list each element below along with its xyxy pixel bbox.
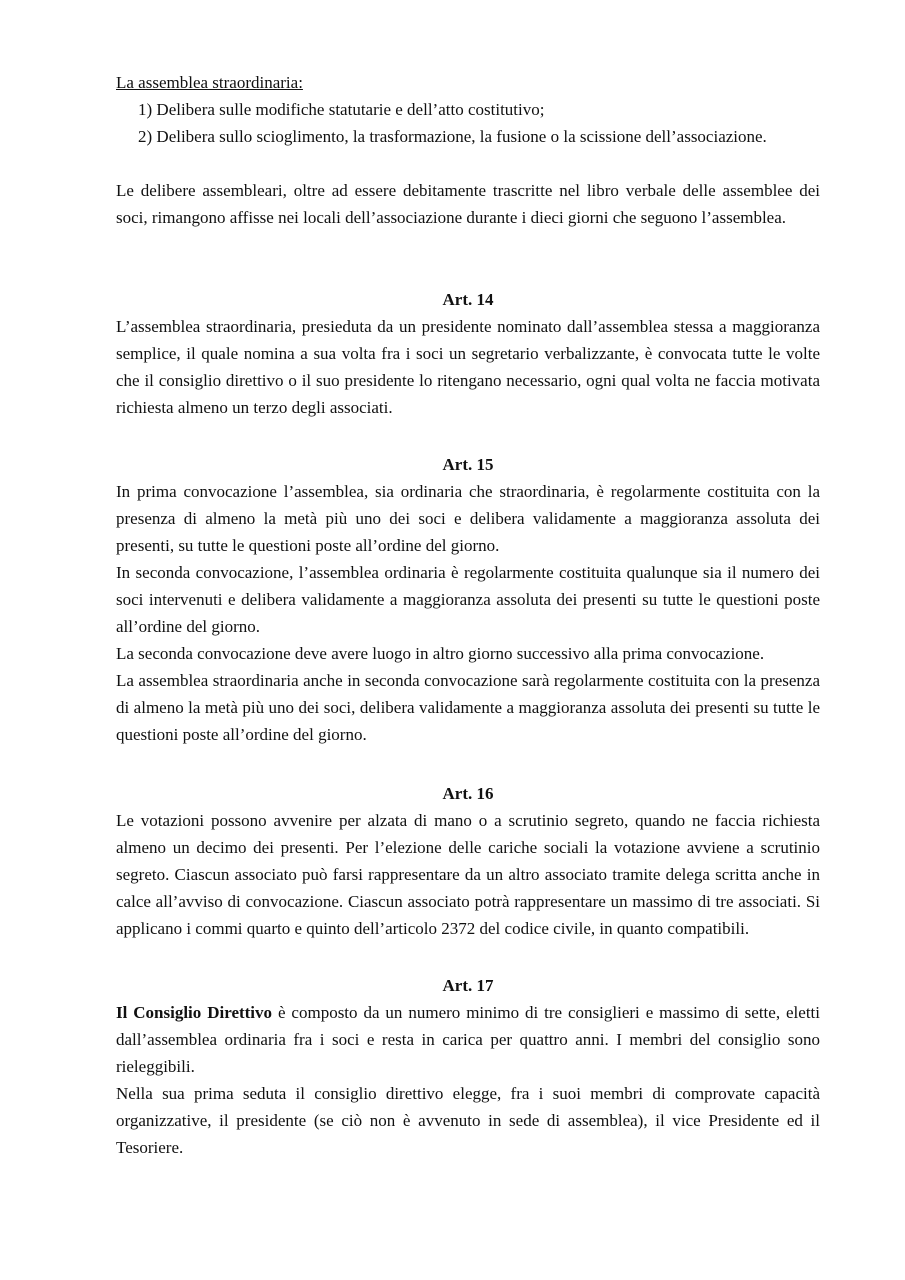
list-item: 2) Delibera sullo scioglimento, la trasformazione, la fusione o la scissione dell’associazione. — [138, 127, 767, 146]
art15-section — [116, 451, 820, 748]
delibere-section — [116, 177, 820, 231]
art17-paragraph-1-text: è composto da un numero minimo di tre consiglieri e massimo di sette, eletti dall’assemblea ordinaria fra i soci e resta in carica per quattro anni. I membri del consiglio sono rieleggibili. — [116, 1003, 820, 1076]
delibere-paragraph: Le delibere assembleari, oltre ad essere debitamente trascritte nel libro verbale delle assemblee dei soci, rimangono affisse nei locali dell’associazione durante i dieci giorni che seguono l’assemblea. — [116, 181, 820, 227]
art17-paragraph-1 — [116, 999, 820, 1080]
art15-paragraph-4: La assemblea straordinaria anche in seconda convocazione sarà regolarmente costituita con la presenza di almeno la metà più uno dei soci, delibera validamente a maggioranza assoluta dei presenti su tutte le questioni poste all’ordine del giorno. — [116, 671, 820, 744]
list-item: 1) Delibera sulle modifiche statutarie e dell’atto costitutivo; — [138, 100, 545, 119]
art17-section — [116, 972, 820, 1161]
art16-title: Art. 16 — [442, 784, 494, 803]
intro-heading: La assemblea straordinaria: — [116, 73, 303, 92]
art15-title: Art. 15 — [442, 455, 494, 474]
art16-section — [116, 780, 820, 942]
consiglio-direttivo-bold: Il Consiglio Direttivo — [116, 1003, 273, 1022]
art15-paragraph-2: In seconda convocazione, l’assemblea ordinaria è regolarmente costituita qualunque sia il numero dei soci intervenuti e delibera validamente a maggioranza assoluta dei presenti su tutte le questioni poste all’ordine del giorno. — [116, 563, 820, 636]
art14-title: Art. 14 — [442, 290, 494, 309]
art16-paragraph: Le votazioni possono avvenire per alzata di mano o a scrutinio segreto, quando ne faccia richiesta almeno un decimo dei presenti. Per l’elezione delle cariche sociali la votazione avviene a scrutinio segreto. Ciascun associato può farsi rappresentare da un altro associato tramite delega scritta anche in calce all’avviso di convocazione. Ciascun associato potrà rappresentare un massimo di tre associati. Si applicano i commi quarto e quinto dell’articolo 2372 del codice civile, in quanto compatibili. — [116, 811, 820, 938]
art14-paragraph: L’assemblea straordinaria, presieduta da un presidente nominato dall’assemblea stessa a maggioranza semplice, il quale nomina a sua volta fra i soci un segretario verbalizzante, è convocata tutte le volte che il consiglio direttivo o il suo presidente lo ritengano necessario, ogni qual volta ne faccia motivata richiesta almeno un terzo degli associati. — [116, 317, 820, 417]
art15-paragraph-1: In prima convocazione l’assemblea, sia ordinaria che straordinaria, è regolarmente costituita con la presenza di almeno la metà più uno dei soci e delibera validamente a maggioranza assoluta dei presenti, su tutte le questioni poste all’ordine del giorno. — [116, 482, 820, 555]
intro-list — [116, 96, 820, 150]
intro-section — [116, 69, 820, 150]
art17-title: Art. 17 — [442, 976, 494, 995]
art17-paragraph-2: Nella sua prima seduta il consiglio direttivo elegge, fra i suoi membri di comprovate capacità organizzative, il presidente (se ciò non è avvenuto in sede di assemblea), il vice Presidente ed il Tesoriere. — [116, 1084, 820, 1157]
art15-paragraph-3: La seconda convocazione deve avere luogo in altro giorno successivo alla prima convocazione. — [116, 644, 765, 663]
art14-section — [116, 286, 820, 421]
